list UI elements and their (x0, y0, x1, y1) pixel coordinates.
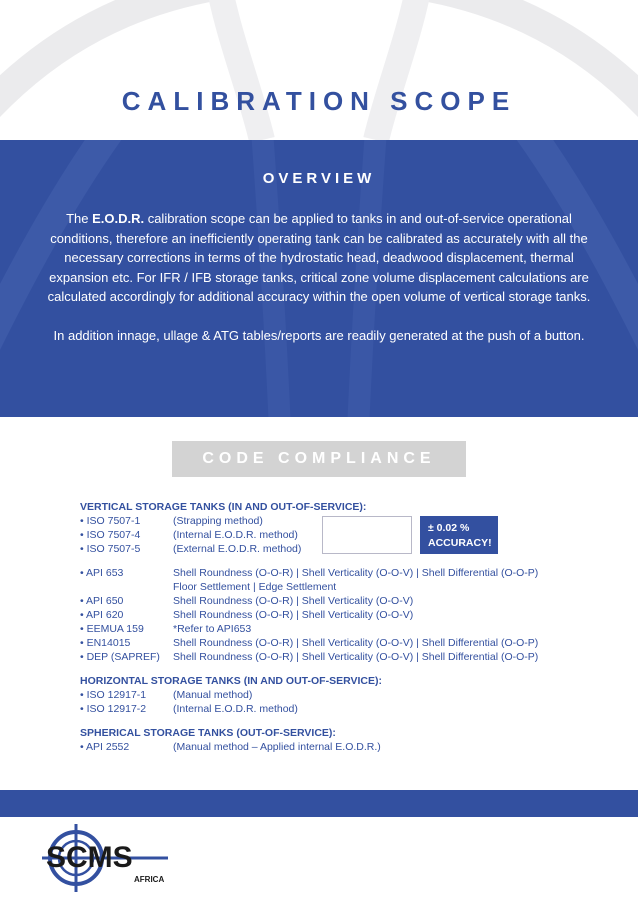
standard-code: • ISO 7507-1 (80, 515, 141, 527)
p1-bold-eodr: E.O.D.R. (92, 211, 145, 226)
spherical-tanks-heading: SPHERICAL STORAGE TANKS (OUT-OF-SERVICE): (80, 727, 336, 739)
horizontal-group (80, 688, 600, 716)
accuracy-label: ACCURACY! (428, 537, 492, 549)
standard-code: • ISO 12917-2 (80, 703, 147, 715)
overview-section (0, 140, 638, 417)
svg-text:AFRICA: AFRICA (134, 875, 165, 884)
standard-code: • ISO 7507-4 (80, 529, 141, 541)
compliance-row (80, 636, 600, 650)
standard-description: Shell Roundness (O-O-R) | Shell Verticality (O-O-V) | Shell Differential (O-O-P) (173, 651, 539, 663)
svg-text:SCMS: SCMS (46, 841, 133, 874)
vertical-group-2 (80, 566, 600, 664)
p1-prefix: The (66, 211, 93, 226)
standard-code: • API 2552 (80, 741, 130, 753)
compliance-row (80, 650, 600, 664)
footer-band (0, 790, 638, 817)
standard-code: • API 653 (80, 567, 124, 579)
code-compliance-heading: CODE COMPLIANCE (172, 441, 466, 477)
standard-code: • ISO 7507-5 (80, 543, 141, 555)
standard-code: • API 650 (80, 595, 124, 607)
compliance-row (80, 688, 600, 702)
horizontal-tanks-heading: HORIZONTAL STORAGE TANKS (IN AND OUT-OF-SERVICE): (80, 675, 382, 687)
standard-description: Shell Roundness (O-O-R) | Shell Verticality (O-O-V) (173, 609, 414, 621)
standard-description: (Strapping method) (173, 515, 263, 527)
standard-code: • API 620 (80, 609, 124, 621)
compliance-row (80, 566, 600, 580)
compliance-row (80, 594, 600, 608)
standard-description: Floor Settlement | Edge Settlement (173, 581, 337, 593)
standard-code: • EN14015 (80, 637, 131, 649)
accuracy-badge (420, 516, 498, 554)
scms-africa-logo (38, 822, 178, 894)
overview-paragraph-2: In addition innage, ullage & ATG tables/reports are readily generated at the push of a button. (53, 327, 585, 343)
globe-arcs-top (0, 0, 638, 140)
standard-description: Shell Roundness (O-O-R) | Shell Verticality (O-O-V) | Shell Differential (O-O-P) (173, 567, 539, 579)
standard-description: *Refer to API653 (173, 623, 252, 635)
overview-heading: OVERVIEW (262, 170, 376, 187)
page-title: CALIBRATION SCOPE (121, 86, 517, 116)
standard-description: (Manual method) (173, 689, 253, 701)
compliance-row (80, 740, 600, 754)
compliance-row (80, 580, 600, 594)
compliance-row (80, 622, 600, 636)
standard-description: (Internal E.O.D.R. method) (173, 703, 298, 715)
overview-paragraph-1 (39, 209, 599, 307)
p1-rest: calibration scope can be applied to tanks in and out-of-service operational conditions, therefore an inefficiently operating tank can be calibrated as accurately with all the necessary corrections in terms of the hydrostatic head, deadwood displacement, thermal expansion etc. For IFR / IFB storage tanks, critical zone volume displacement calculations are calculated accordingly for additional accuracy within the open volume of vertical storage tanks. (47, 211, 591, 304)
standard-code: • EEMUA 159 (80, 623, 144, 635)
accuracy-outline-box (322, 516, 412, 554)
standard-description: (Manual method – Applied internal E.O.D.R.) (173, 741, 381, 753)
vertical-tanks-heading: VERTICAL STORAGE TANKS (IN AND OUT-OF-SERVICE): (80, 501, 367, 513)
standard-description: (Internal E.O.D.R. method) (173, 529, 298, 541)
standard-code: • DEP (SAPREF) (80, 651, 160, 663)
compliance-row (80, 702, 600, 716)
accuracy-value: ± 0.02 % (428, 522, 470, 534)
spherical-group (80, 740, 600, 754)
standard-description: (External E.O.D.R. method) (173, 543, 302, 555)
standard-description: Shell Roundness (O-O-R) | Shell Verticality (O-O-V) | Shell Differential (O-O-P) (173, 637, 539, 649)
code-compliance-content (80, 500, 600, 754)
standard-description: Shell Roundness (O-O-R) | Shell Verticality (O-O-V) (173, 595, 414, 607)
compliance-row (80, 608, 600, 622)
standard-code: • ISO 12917-1 (80, 689, 147, 701)
